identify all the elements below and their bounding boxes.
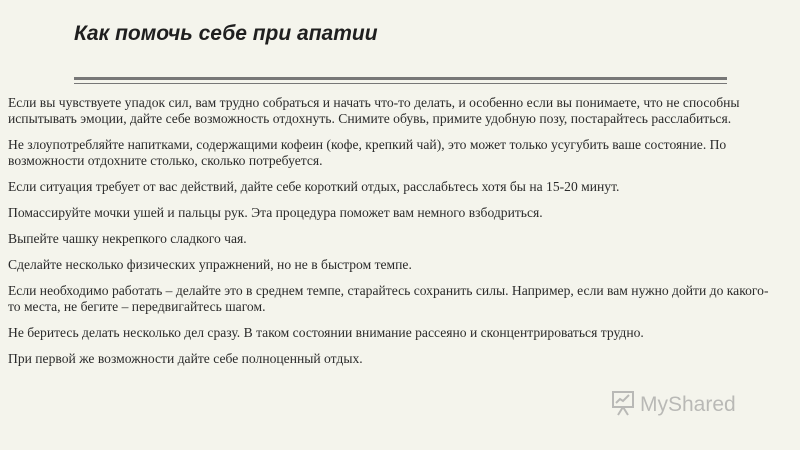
paragraph-4: Помассируйте мочки ушей и пальцы рук. Эта процедура поможет вам немного взбодриться.	[8, 205, 543, 220]
title-divider-thin	[74, 83, 727, 84]
paragraph-3: Если ситуация требует от вас действий, дайте себе короткий отдых, расслабьтесь хотя бы на 15-20 минут.	[8, 179, 620, 194]
article-body	[8, 95, 778, 377]
watermark-text: MyShared	[640, 393, 736, 416]
paragraph-8: Не беритесь делать несколько дел сразу. В таком состоянии внимание рассеяно и сконцентрироваться трудно.	[8, 325, 644, 340]
title-divider-thick	[74, 77, 727, 80]
page-title: Как помочь себе при апатии	[74, 22, 378, 45]
paragraph-5: Выпейте чашку некрепкого сладкого чая.	[8, 231, 247, 246]
presentation-board-icon	[610, 389, 636, 422]
paragraph-1: Если вы чувствуете упадок сил, вам трудно собраться и начать что-то делать, и особенно если вы понимаете, что не способны испытывать эмоции, дайте себе возможность отдохнуть. Снимите обувь, примите удобную позу, постарайтесь расслабиться.	[8, 95, 740, 126]
paragraph-2: Не злоупотребляйте напитками, содержащими кофеин (кофе, крепкий чай), это может только усугубить ваше состояние. По возможности отдохните столько, сколько потребуется.	[8, 137, 727, 168]
watermark	[610, 389, 770, 421]
paragraph-9: При первой же возможности дайте себе полноценный отдых.	[8, 351, 363, 366]
paragraph-6: Сделайте несколько физических упражнений, но не в быстром темпе.	[8, 257, 412, 272]
paragraph-7: Если необходимо работать – делайте это в среднем темпе, старайтесь сохранить силы. Например, если вам нужно дойти до какого-то места, не бегите – передвигайтесь шагом.	[8, 283, 769, 314]
